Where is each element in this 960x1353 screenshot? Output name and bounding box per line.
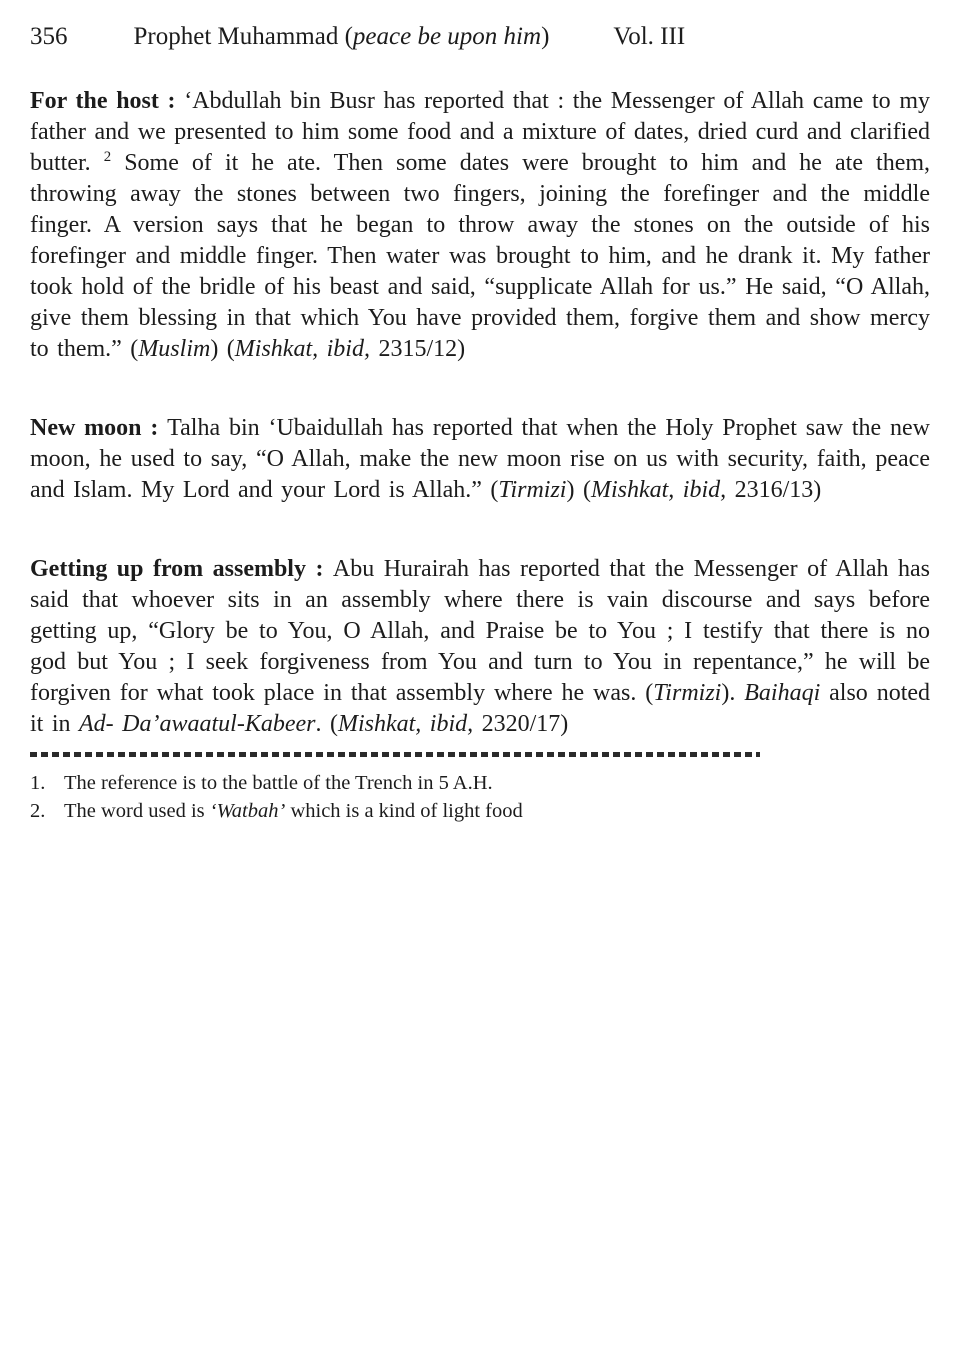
footnotes bbox=[30, 769, 930, 825]
text-segment: also noted it in bbox=[30, 680, 931, 737]
page-body bbox=[30, 86, 930, 740]
text-segment: ) bbox=[541, 23, 550, 50]
volume-label: Vol. III bbox=[613, 23, 686, 50]
page-number: 356 bbox=[30, 23, 68, 50]
text-segment: Tirmizi bbox=[653, 680, 722, 706]
text-segment: Abu Hurairah has reported that the Messenger of Allah has said that whoever sits in an assembly where there is vain discourse and says before getting up, “Glory be to You, O Allah, and Praise be to You ; I testify that there is no god but You ; I seek forgiveness from You and turn to You in repentance,” he will be forgiven for what took place in that assembly where he was. ( bbox=[30, 556, 930, 706]
text-segment: Getting up from assembly : bbox=[30, 556, 333, 582]
text-segment: 2316/13) bbox=[726, 477, 822, 503]
text-segment: 2320/17) bbox=[473, 711, 569, 737]
footnote bbox=[30, 797, 930, 825]
paragraph-getting-up-from-assembly bbox=[30, 554, 930, 740]
paragraph-for-the-host bbox=[30, 86, 930, 365]
text-segment: 2 bbox=[103, 149, 112, 165]
text-segment: New moon : bbox=[30, 415, 168, 441]
text-segment: Mishkat, ibid, bbox=[337, 711, 474, 737]
footnote-number: 2. bbox=[30, 800, 46, 822]
footnote-text bbox=[64, 769, 930, 797]
footnote-separator bbox=[30, 752, 760, 757]
text-segment: ) ( bbox=[210, 336, 235, 362]
text-segment: The word used is bbox=[64, 800, 210, 822]
text-segment: Ad- Da’awaatul-Kabeer bbox=[79, 711, 316, 737]
page-title bbox=[134, 22, 550, 52]
text-segment: ‘Abdullah bin Busr has reported that : the Messenger of Allah came to my father and we presented to him some food and a mixture of dates, dried curd and clarified butter. bbox=[30, 88, 930, 176]
text-segment: ) ( bbox=[566, 477, 591, 503]
footnote-number: 1. bbox=[30, 772, 46, 794]
text-segment: For the host : bbox=[30, 88, 185, 114]
text-segment: Some of it he ate. Then some dates were brought to him and he ate them, throwing away the stones between two fingers, joining the forefinger and the middle finger. A version says that he began to throw away the stones on the outside of his forefinger and middle finger. Then water was brought to him, and he drank it. My father took hold of the bridle of his beast and said, “supplicate Allah for us.” He said, “O Allah, give them blessing in that which You have provided them, forgive them and show mercy to them.” ( bbox=[30, 150, 931, 362]
text-segment: Mishkat, ibid, bbox=[590, 477, 727, 503]
text-segment: ). bbox=[721, 680, 745, 706]
text-segment: ‘Watbah’ bbox=[209, 800, 286, 822]
text-segment: 2315/12) bbox=[369, 336, 466, 362]
text-segment: which is a kind of light food bbox=[285, 800, 523, 822]
text-segment: Muslim bbox=[138, 336, 211, 362]
text-segment: . ( bbox=[315, 711, 338, 737]
footnote bbox=[30, 769, 930, 797]
paragraph-new-moon bbox=[30, 413, 930, 506]
page-header bbox=[30, 22, 930, 52]
text-segment: Prophet Muhammad ( bbox=[133, 23, 353, 50]
footnote-text bbox=[64, 797, 930, 825]
text-segment: Mishkat, ibid, bbox=[234, 336, 370, 362]
text-segment: The reference is to the battle of the Trench in 5 A.H. bbox=[64, 772, 493, 794]
text-segment: Talha bin ‘Ubaidullah has reported that when the Holy Prophet saw the new moon, he used to say, “O Allah, make the new moon rise on us with security, faith, peace and Islam. My Lord and your Lord is Allah.” ( bbox=[30, 415, 930, 503]
text-segment: Tirmizi bbox=[498, 477, 567, 503]
text-segment: peace be upon him bbox=[352, 23, 542, 50]
text-segment: Baihaqi bbox=[744, 680, 821, 706]
